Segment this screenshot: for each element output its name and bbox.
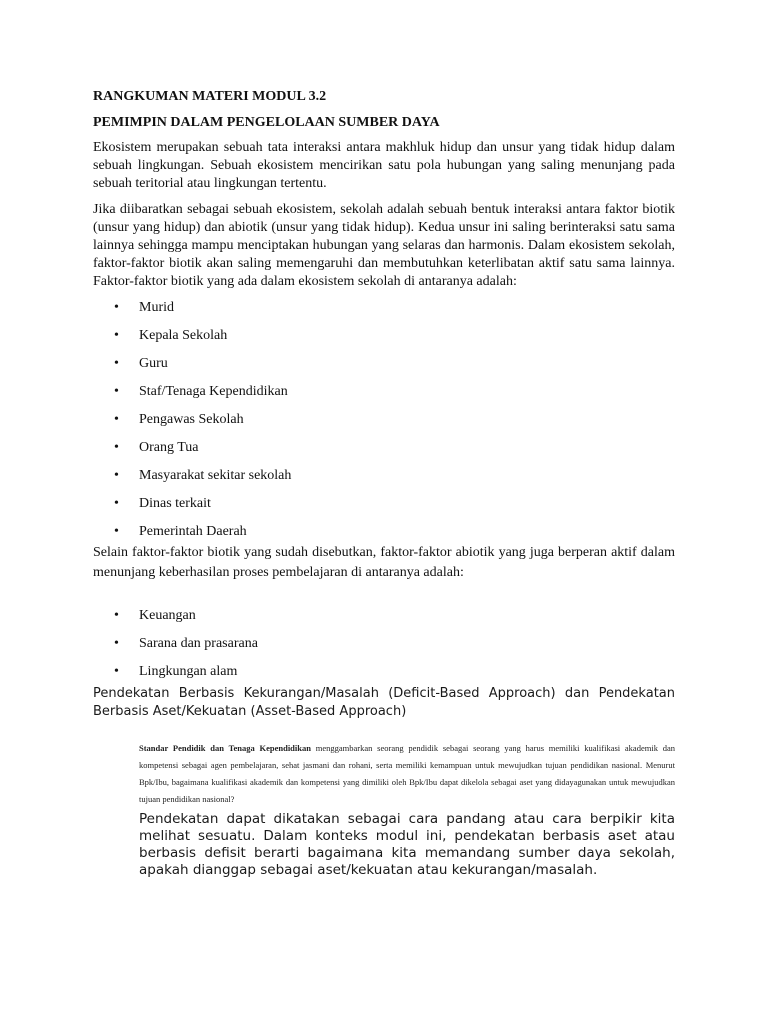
reflection-question <box>139 740 675 808</box>
bullet-icon: • <box>114 636 119 651</box>
paragraph-sekolah-ekosistem: Jika diibaratkan sebagai sebuah ekosistem, sekolah adalah sebuah bentuk interaksi antara faktor biotik (unsur yang hidup) dan abiotik (unsur yang tidak hidup). Kedua unsur ini saling berinteraksi satu sama lainnya sehingga mampu menciptakan hubungan yang selaras dan harmonis. Dalam ekosistem sekolah, faktor-faktor biotik akan saling memengaruhi dan membutuhkan keterlibatan aktif satu sama lainnya. Faktor-faktor biotik yang ada dalam ekosistem sekolah di antaranya adalah: <box>93 202 675 289</box>
bullet-icon: • <box>114 412 119 427</box>
note-text: menggambarkan seorang pendidik sebagai seorang yang harus memiliki kualifikasi akademik dan kompetensi sebagai agen pembelajaran, sehat jasmani dan rohani, serta memiliki kemampuan untuk mewujudkan tujuan pendidikan nasional. Menurut Bpk/Ibu, bagaimana kualifikasi akademik dan kompetensi yang dimiliki oleh Bpk/Ibu dapat dikelola sebagai aset yang didayagunakan untuk mewujudkan tujuan pendidikan nasional? <box>139 743 675 804</box>
list-item: • Murid <box>114 300 174 315</box>
bullet-icon: • <box>114 608 119 623</box>
bullet-icon: • <box>114 440 119 455</box>
bullet-icon: • <box>114 468 119 483</box>
list-item: • Keuangan <box>114 608 196 623</box>
list-item: • Pemerintah Daerah <box>114 524 247 539</box>
list-item: • Pengawas Sekolah <box>114 412 244 427</box>
bullet-icon: • <box>114 664 119 679</box>
list-item: • Lingkungan alam <box>114 664 238 679</box>
bullet-icon: • <box>114 328 119 343</box>
list-item: • Orang Tua <box>114 440 199 455</box>
note-bold-label: Standar Pendidik dan Tenaga Kependidikan <box>139 743 311 753</box>
list-item: • Staf/Tenaga Kependidikan <box>114 384 288 399</box>
list-item: • Guru <box>114 356 168 371</box>
list-item: • Dinas terkait <box>114 496 211 511</box>
paragraph-abiotik: Selain faktor-faktor biotik yang sudah disebutkan, faktor-faktor abiotik yang juga berperan aktif dalam menunjang keberhasilan proses pembelajaran di antaranya adalah: <box>93 545 675 580</box>
bullet-icon: • <box>114 300 119 315</box>
bullet-icon: • <box>114 496 119 511</box>
paragraph-ekosistem: Ekosistem merupakan sebuah tata interaksi antara makhluk hidup dan unsur yang tidak hidup dalam sebuah lingkungan. Sebuah ekosistem mencirikan satu pola hubungan yang saling menunjang pada sebuah teritorial atau lingkungan tertentu. <box>93 140 675 191</box>
list-item: • Masyarakat sekitar sekolah <box>114 468 292 483</box>
bullet-icon: • <box>114 356 119 371</box>
document-subtitle: PEMIMPIN DALAM PENGELOLAAN SUMBER DAYA <box>93 115 440 130</box>
list-item: • Kepala Sekolah <box>114 328 228 343</box>
bullet-icon: • <box>114 524 119 539</box>
abiotik-list <box>93 607 675 685</box>
biotik-list <box>93 299 675 543</box>
document-title: RANGKUMAN MATERI MODUL 3.2 <box>93 89 327 104</box>
list-item: • Sarana dan prasarana <box>114 636 258 651</box>
document-page <box>93 88 675 893</box>
paragraph-pendekatan: Pendekatan dapat dikatakan sebagai cara pandang atau cara berpikir kita melihat sesuatu. Dalam konteks modul ini, pendekatan berbasis aset atau berbasis defisit berarti bagaimana kita memandang sumber daya sekolah, apakah dianggap sebagai aset/kekuatan atau kekurangan/masalah. <box>139 811 675 878</box>
bullet-icon: • <box>114 384 119 399</box>
paragraph-pendekatan-heading: Pendekatan Berbasis Kekurangan/Masalah (Deficit-Based Approach) dan Pendekatan Berbasis Aset/Kekuatan (Asset-Based Approach) <box>93 686 675 719</box>
